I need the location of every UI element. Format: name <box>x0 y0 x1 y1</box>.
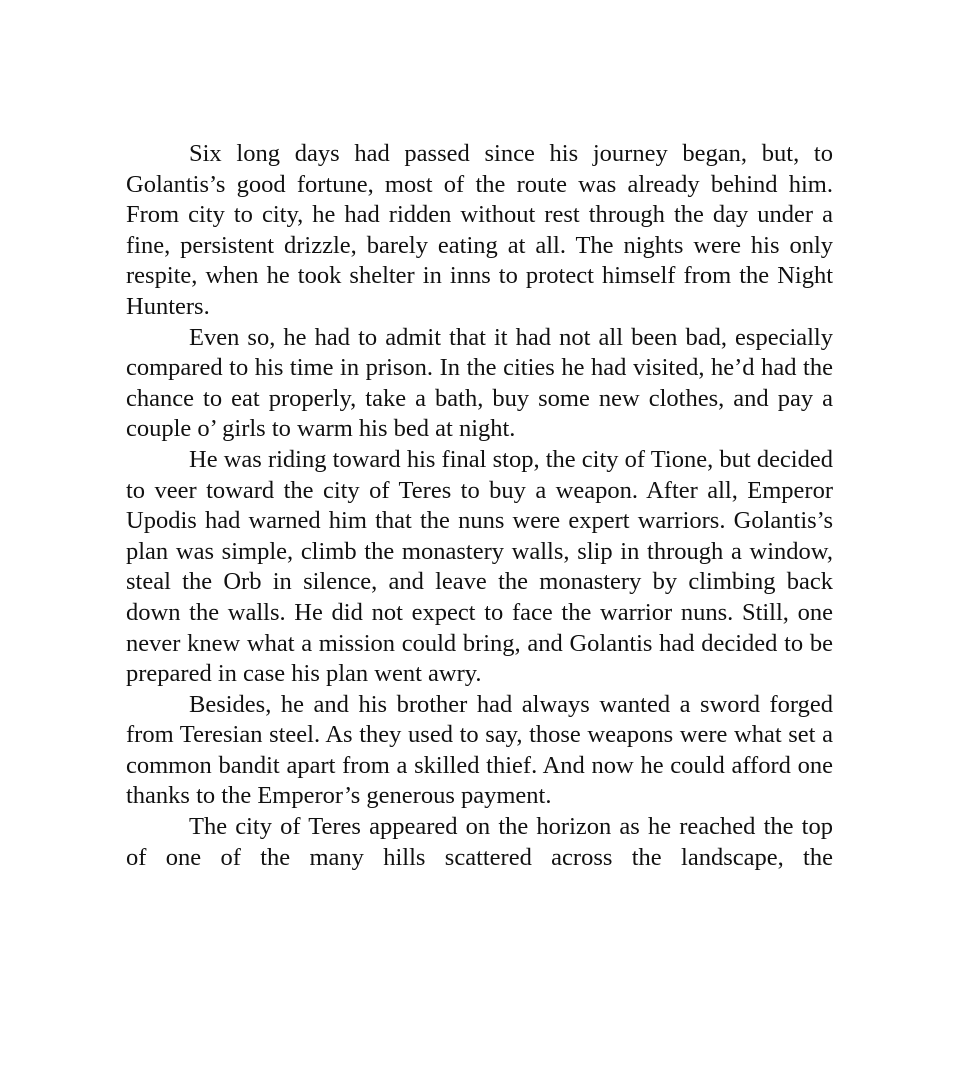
page-body <box>126 139 833 873</box>
paragraph-3: He was riding toward his final stop, the city of Tione, but decided to veer toward the city of Teres to buy a weapon. After all, Emperor Upodis had warned him that the nuns were expert warriors. Golantis’s plan was simple, climb the monastery walls, slip in through a window, steal the Orb in silence, and leave the monastery by climbing back down the walls. He did not expect to face the warrior nuns. Still, one never knew what a mission could bring, and Golantis had decided to be prepared in case his plan went awry. <box>126 445 833 688</box>
paragraph-2: Even so, he had to admit that it had not all been bad, especially compared to his time in prison. In the cities he had visited, he’d had the chance to eat properly, take a bath, buy some new clothes, and pay a couple o’ girls to warm his bed at night. <box>126 323 833 443</box>
paragraph-5: The city of Teres appeared on the horizon as he reached the top of one of the many hills scattered across the landscape, the <box>126 813 833 871</box>
paragraph-1: Six long days had passed since his journey began, but, to Golantis’s good fortune, most of the route was already behind him. From city to city, he had ridden without rest through the day under a fine, persistent drizzle, barely eating at all. The nights were his only respite, when he took shelter in inns to protect himself from the Night Hunters. <box>126 140 833 320</box>
paragraph-4: Besides, he and his brother had always wanted a sword forged from Teresian steel. As they used to say, those weapons were what set a common bandit apart from a skilled thief. And now he could afford one thanks to the Emperor’s generous payment. <box>126 690 833 810</box>
